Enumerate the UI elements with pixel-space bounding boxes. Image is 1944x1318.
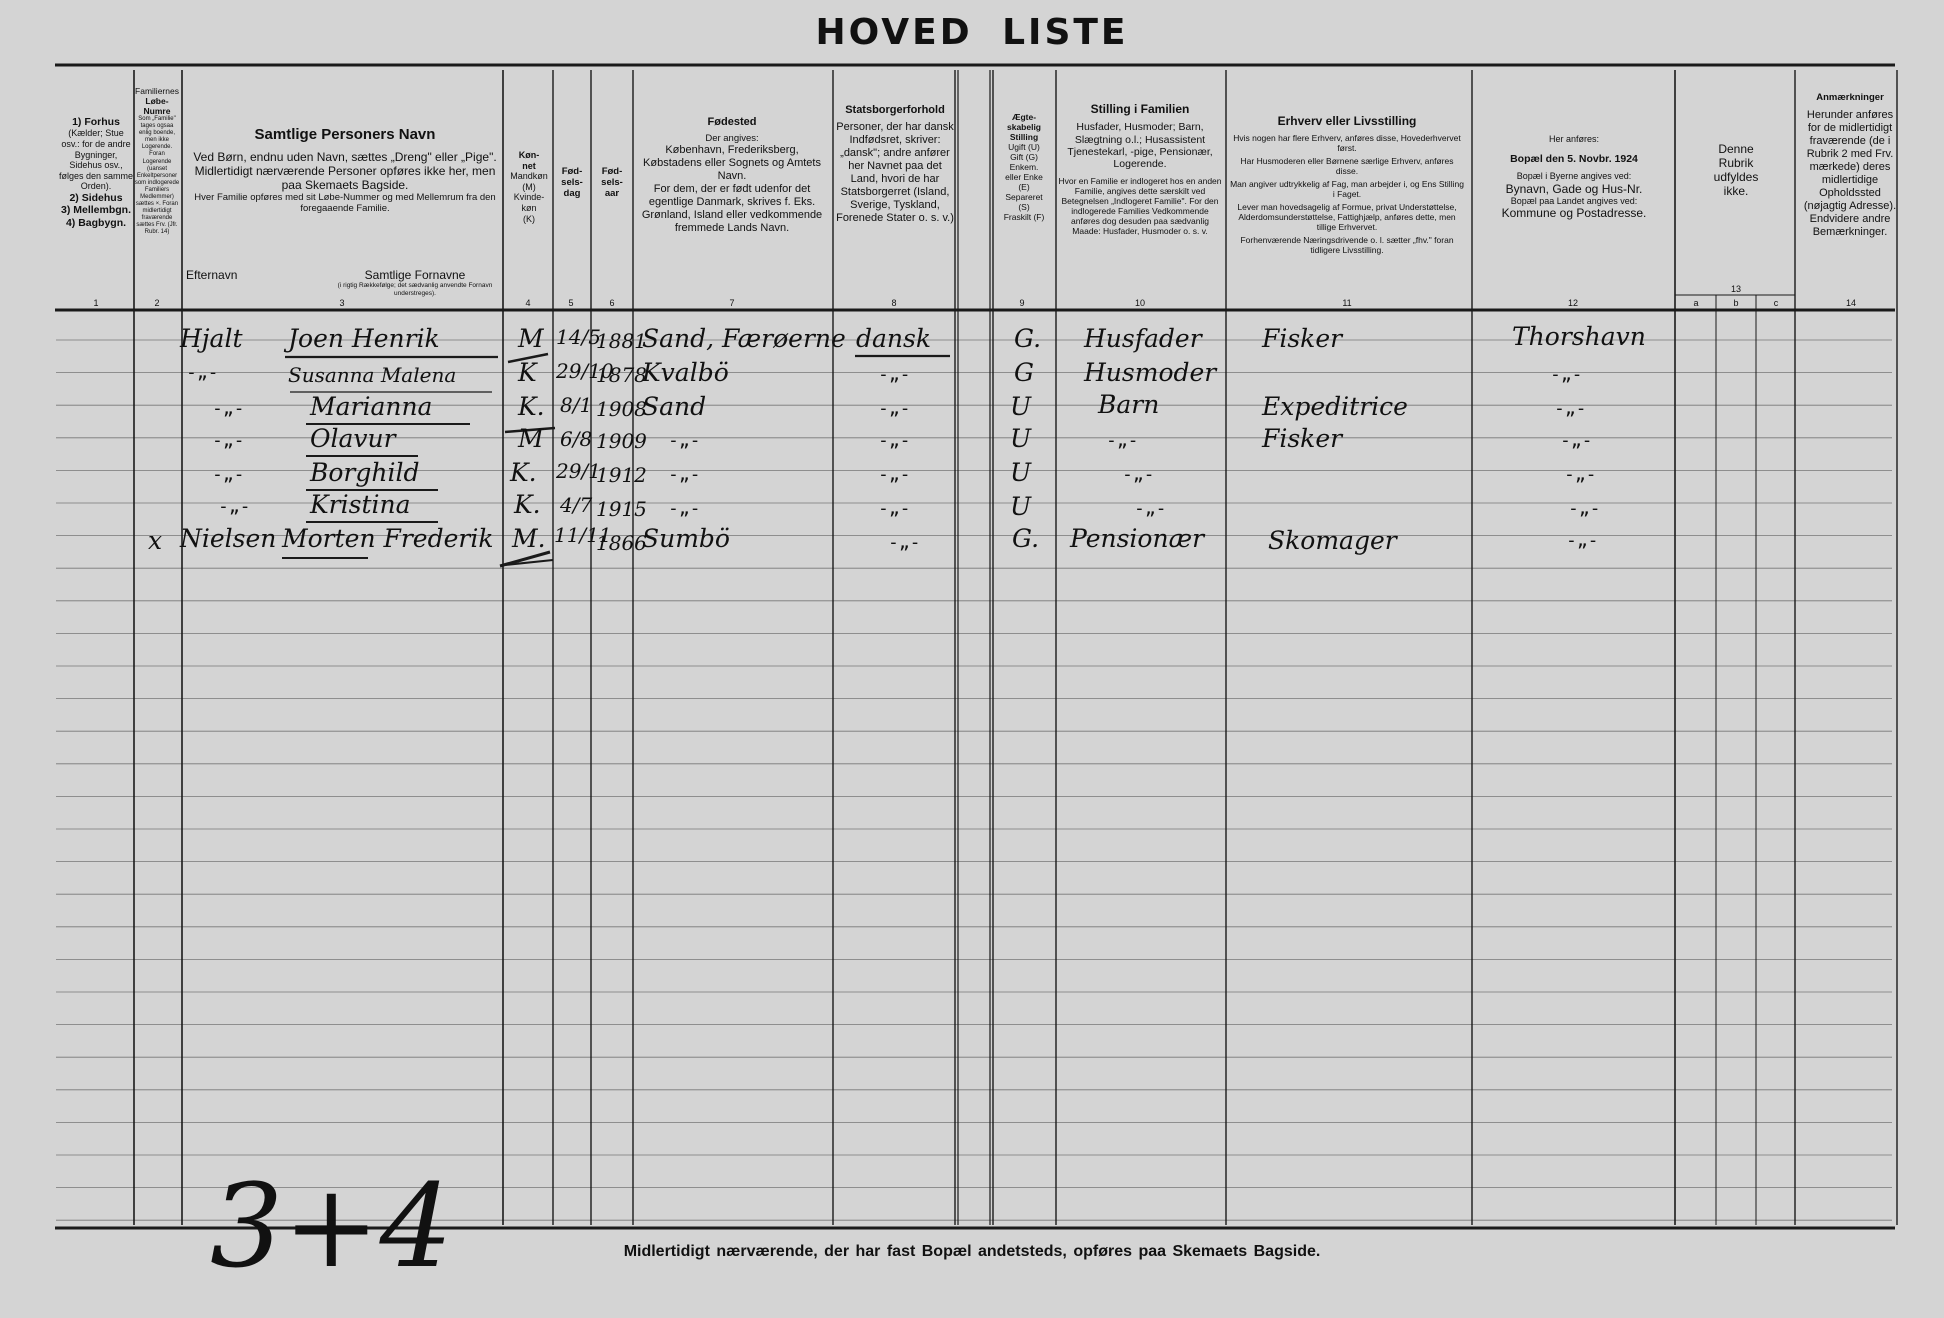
colnum-14: 14 [1845,298,1856,308]
colnum-12: 12 [1567,298,1578,308]
header-col-13-sub-a: a [1693,298,1699,308]
row-3-dag: 8/1 [560,393,593,417]
row-7-fodested: Sumbö [642,524,730,553]
row-2-fornavne: Susanna Malena [288,363,457,387]
row-7-aar: 1866 [596,531,647,555]
row-1-aar: 1881 [596,329,647,353]
row-5-aegte: U [1010,458,1032,487]
colnum-5: 5 [568,298,574,308]
colnum-1: 1 [93,298,99,308]
row-4-aegte: U [1010,424,1032,453]
row-1-stat: dansk [856,324,931,353]
colnum-13: 13 [1730,284,1741,294]
row-1-dag: 14/5 [556,325,601,349]
row-1-erhverv: Fisker [1262,324,1343,353]
row-2-efternavn: -„- [186,362,219,383]
row-3-aegte: U [1010,392,1032,421]
row-5-fodested: -„- [668,464,701,485]
row-2-fodested: Kvalbö [642,358,729,387]
row-7-kon: M. [512,524,546,553]
row-7-stilling: Pensionær [1070,524,1205,553]
row-6-stilling: -„- [1134,498,1167,519]
header-col-4: Køn- net Mandkøn (M) Kvinde- køn (K) [510,150,548,224]
header-col-11: Erhverv eller Livsstilling Hvis nogen har flere Erhverv, anføres disse, Hovederhvervet først. Har Husmoderen eller Børnene særlige Erhverv, anføres disse. Man angiver udtrykkelig af Fag, man arbejder i, og Ens Stilling i Faget. Lever man hovedsagelig af Formue, privat Understøttelse, Alderdomsunderstøttelse, Fattighjælp, anføres dette, men tillige Erhvervet. Forhenværende Næringsdrivende o. l. sætter „fhv." foran tidligere Livsstilling. [1230,114,1464,256]
row-7-erhverv: Skomager [1268,526,1397,555]
footer-note: Midlertidigt nærværende, der har fast Bopæl andetsteds, opføres paa Skemaets Bagside. [623,1243,1321,1260]
colnum-8: 8 [891,298,897,308]
row-3-kon: K. [518,392,545,421]
header-col-1: 1) Forhus (Kælder; Stue osv.: for de andre Bygninger, Sidehus osv., følges den samme Orden). 2) Sidehus 3) Mellembgn. 4) Bagbygn. [58,116,134,229]
colnum-4: 4 [525,298,531,308]
row-3-fornavne: Marianna [310,392,433,421]
row-4-dag: 6/8 [560,427,593,451]
row-2-stilling: Husmoder [1084,358,1217,387]
colnum-2: 2 [154,298,160,308]
row-4-aar: 1909 [596,429,647,453]
row-5-fornavne: Borghild [310,458,420,487]
colnum-6: 6 [609,298,615,308]
header-col-7: Fødested Der angives: København, Frederiksberg, Købstadens eller Sognets og Amtets Navn. For dem, der er født udenfor det egentlige Danmark, skrives f. Eks. Grønland, Island eller vedkommende fremmede Lands Navn. [641,116,823,234]
colnum-9: 9 [1019,298,1025,308]
row-4-efternavn: -„- [212,430,245,451]
row-7-bopael: -„- [1566,530,1599,551]
row-6-stat: -„- [878,498,911,519]
row-6-dag: 4/7 [560,493,593,517]
row-4-erhverv: Fisker [1262,424,1343,453]
row-2-bopael: -„- [1550,364,1583,385]
row-4-stilling: -„- [1106,430,1139,451]
row-2-dag: 29/10 [556,359,614,383]
row-1-stilling: Husfader [1084,324,1202,353]
row-1-fornavne: Joen Henrik [288,324,440,353]
row-5-aar: 1912 [596,463,647,487]
row-3-efternavn: -„- [212,398,245,419]
row-1-efternavn: Hjalt [180,324,243,353]
page-number: 3+4 [210,1160,453,1294]
row-5-bopael: -„- [1564,464,1597,485]
header-efternavn: Efternavn [186,268,238,282]
row-1-aegte: G. [1014,324,1042,353]
row-6-fornavne: Kristina [310,490,411,519]
header-col-3: Samtlige Personers Navn Ved Børn, endnu uden Navn, sættes „Dreng" eller „Pige". Midlertidigt nærværende Personer opføres ikke her, men paa Skemaets Bagside. Hver Familie opføres med sit Løbe-Nummer og med Mellemrum fra den foregaaende Familie. [193,126,497,215]
colnum-3: 3 [339,298,345,308]
row-1-kon: M [518,324,544,353]
row-3-fodested: Sand [642,392,707,421]
row-7-aegte: G. [1012,524,1040,553]
row-4-fodested: -„- [668,430,701,451]
row-3-stat: -„- [878,398,911,419]
row-7-lobenr: x [148,526,163,555]
header-col-13-sub-c: c [1773,298,1779,308]
header-col-8: Statsborgerforhold Personer, der har dansk Indfødsret, skriver: „dansk"; andre anfører her Navnet paa det Land, hvori de har Statsborgerret (Island, Sverige, Tyskland, Forenede Stater o. s. v.) [836,104,954,224]
row-5-kon: K. [510,458,537,487]
row-4-kon: M [518,424,544,453]
header-col-5: Fød- sels- dag [561,166,583,200]
header-col-13: Denne Rubrik udfyldes ikke. [1713,142,1759,199]
page-title: HOVED LISTE [815,12,1129,53]
row-7-efternavn: Nielsen [180,524,277,553]
row-3-stilling: Barn [1098,390,1160,419]
row-2-aegte: G [1014,358,1034,387]
header-col-12: Her anføres: Bopæl den 5. Novbr. 1924 Bopæl i Byerne angives ved: Bynavn, Gade og Hus-Nr. Bopæl paa Landet angives ved: Kommune og Postadresse. [1501,134,1647,221]
row-6-aegte: U [1010,492,1032,521]
row-2-stat: -„- [878,364,911,385]
row-2-kon: K [518,358,537,387]
row-5-stilling: -„- [1122,464,1155,485]
row-4-fornavne: Olavur [310,424,396,453]
row-6-aar: 1915 [596,497,647,521]
header-col-13-sub-b: b [1733,298,1739,308]
row-2-aar: 1878 [596,363,647,387]
row-7-fornavne: Morten Frederik [282,524,494,553]
row-1-fodested: Sand, Færøerne [642,324,846,353]
row-4-stat: -„- [878,430,911,451]
header-fornavne: Samtlige Fornavne (i rigtig Rækkefølge; det sædvanlig anvendte Fornavn understreges). [337,268,493,297]
row-5-stat: -„- [878,464,911,485]
row-6-fodested: -„- [668,498,701,519]
header-col-10: Stilling i Familien Husfader, Husmoder; Barn, Slægtning o.l.; Husassistent Tjenestekarl, -pige, Pensionær, Logerende. Hvor en Familie er indlogeret hos en anden Familie, angives dette særskilt ved Betegnelsen „Indlogeret Familie". For den indlogerede Families Vedkommende anføres dog desuden paa sædvanlig Maade: Husfader, Husmoder o. s. v. [1058,102,1222,236]
header-col-2: Familiernes Løbe- Numre Som „Familie" tages ogsaa enlig boende, men ikke Logerende. Foran Logerende (uanset Enkeltpersoner som indlogerede Familiers Medlemmer) sættes ×. Foran midlertidigt fraværende sættes Frv. (Jfr. Rubr. 14) [134,86,180,236]
row-1-bopael: Thorshavn [1512,322,1646,351]
row-7-dag: 11/11 [554,523,612,547]
colnum-10: 10 [1134,298,1145,308]
header-col-14: Anmærkninger Herunder anføres for de midlertidigt fraværende (de i Rubrik 2 med Frv. mærkede) deres midlertidige Opholdssted (nøjagtig Adresse). Endvidere andre Bemærkninger. [1803,92,1897,238]
row-6-kon: K. [514,490,541,519]
header-col-9: Ægte- skabelig Stilling Ugift (U) Gift (G) Enkem. eller Enke (E) Separeret (S) Fraskilt (F) [1003,112,1045,223]
row-6-efternavn: -„- [218,496,251,517]
colnum-11: 11 [1342,298,1352,308]
header-col-6: Fød- sels- aar [601,166,623,200]
row-7-stat: -„- [888,532,921,553]
row-6-bopael: -„- [1568,498,1601,519]
row-3-aar: 1908 [596,397,647,421]
row-4-bopael: -„- [1560,430,1593,451]
row-5-dag: 29/1 [556,459,601,483]
row-3-bopael: -„- [1554,398,1587,419]
colnum-7: 7 [729,298,735,308]
row-5-efternavn: -„- [212,464,245,485]
row-3-erhverv: Expeditrice [1262,392,1408,421]
